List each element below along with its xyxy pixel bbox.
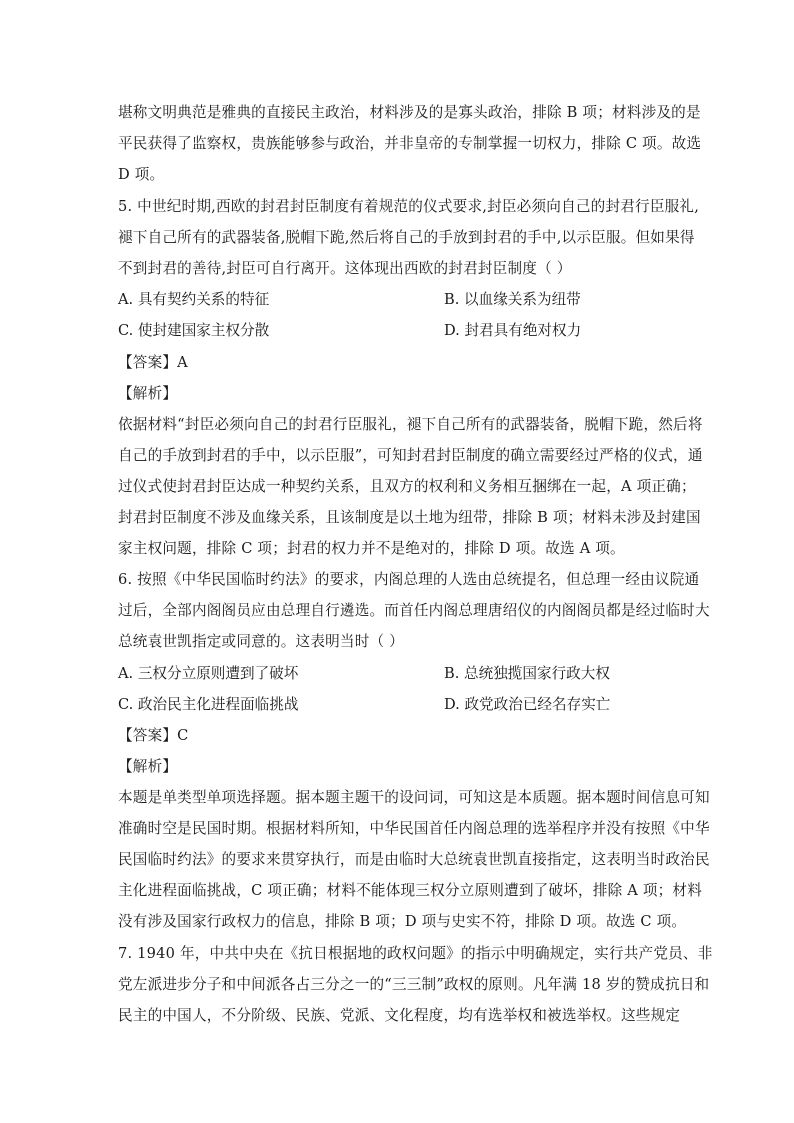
q6-analysis-line: 本题是单类型单项选择题。据本题主题干的设问词，可知这是本质题。据本题时间信息可知 (118, 789, 710, 806)
q6-answer: 【答案】C (118, 727, 189, 744)
q6-stem-line: 过后，全部内阁阁员应由总理自行遴选。而首任内阁总理唐绍仪的内阁阁员都是经过临时大 (118, 602, 710, 619)
q6-analysis-line: 主化进程面临挑战，C 项正确；材料不能体现三权分立原则遭到了破坏，排除 A 项；材料 (118, 882, 702, 899)
q6-analysis-line: 准确时空是民国时期。根据材料所知，中华民国首任内阁总理的选举程序并没有按照《中华 (118, 820, 710, 837)
q7-stem-line: 党左派进步分子和中间派各占三分之一的“三三制”政权的原则。凡年满 18 岁的赞成抗日和 (118, 976, 710, 993)
q5-option-d: D. 封君具有绝对权力 (444, 322, 582, 339)
q5-analysis-line: 过仪式使封君封臣达成一种契约关系，且双方的权利和义务相互捆绑在一起，A 项正确； (118, 478, 696, 495)
q5-option-a: A. 具有契约关系的特征 (118, 291, 270, 308)
q6-option-c: C. 政治民主化进程面临挑战 (118, 696, 299, 713)
q5-option-c: C. 使封建国家主权分散 (118, 322, 270, 339)
q6-analysis-line: 没有涉及国家行政权力的信息，排除 B 项；D 项与史实不符，排除 D 项。故选 C 项。 (118, 913, 687, 930)
intro-line: D 项。 (118, 166, 165, 183)
intro-line: 平民获得了监察权，贵族能够参与政治，并非皇帝的专制掌握一切权力，排除 C 项。故选 (118, 135, 702, 152)
q5-stem-line: 褪下自己所有的武器装备,脱帽下跪,然后将自己的手放到封君的手中,以示臣服。但如果得 (118, 229, 695, 246)
q5-analysis-line: 自己的手放到封君的手中，以示臣服”，可知封君封臣制度的确立需要经过严格的仪式，通 (118, 447, 703, 464)
q5-analysis-label: 【解析】 (118, 385, 178, 402)
q6-stem-line: 6. 按照《中华民国临时约法》的要求，内阁总理的人选由总统提名，但总理一经由议院通 (118, 571, 700, 588)
q6-stem-line: 总统袁世凯指定或同意的。这表明当时（ ） (118, 633, 404, 650)
q5-analysis-line: 封君封臣制度不涉及血缘关系，且该制度是以土地为纽带，排除 B 项；材料未涉及封建国 (118, 509, 701, 526)
q5-answer: 【答案】A (118, 354, 188, 371)
q5-option-b: B. 以血缘关系为纽带 (444, 291, 581, 308)
q6-option-b: B. 总统独揽国家行政大权 (444, 665, 610, 682)
q5-stem-line: 5. 中世纪时期,西欧的封君封臣制度有着规范的仪式要求,封臣必须向自己的封君行臣服礼, (118, 198, 700, 215)
q6-option-a: A. 三权分立原则遭到了破坏 (118, 665, 299, 682)
q7-stem-line: 7. 1940 年，中共中央在《抗日根据地的政权问题》的指示中明确规定，实行共产党员、非 (118, 945, 713, 962)
q5-analysis-line: 依据材料“封臣必须向自己的封君行臣服礼，褪下自己所有的武器装备，脱帽下跪，然后将 (118, 416, 703, 433)
intro-line: 堪称文明典范是雅典的直接民主政治，材料涉及的是寡头政治，排除 B 项；材料涉及的是 (118, 104, 701, 121)
q5-analysis-line: 家主权问题，排除 C 项；封君的权力并不是绝对的，排除 D 项。故选 A 项。 (118, 540, 625, 557)
q6-analysis-line: 民国临时约法》的要求来贯穿执行，而是由临时大总统袁世凯直接指定，这表明当时政治民 (118, 851, 710, 868)
q5-stem-line: 不到封君的善待,封臣可自行离开。这体现出西欧的封君封臣制度（ ） (118, 260, 572, 277)
q6-analysis-label: 【解析】 (118, 758, 178, 775)
q7-stem-line: 民主的中国人，不分阶级、民族、党派、文化程度，均有选举权和被选举权。这些规定 (118, 1007, 681, 1024)
q6-option-d: D. 政党政治已经名存实亡 (444, 696, 611, 713)
